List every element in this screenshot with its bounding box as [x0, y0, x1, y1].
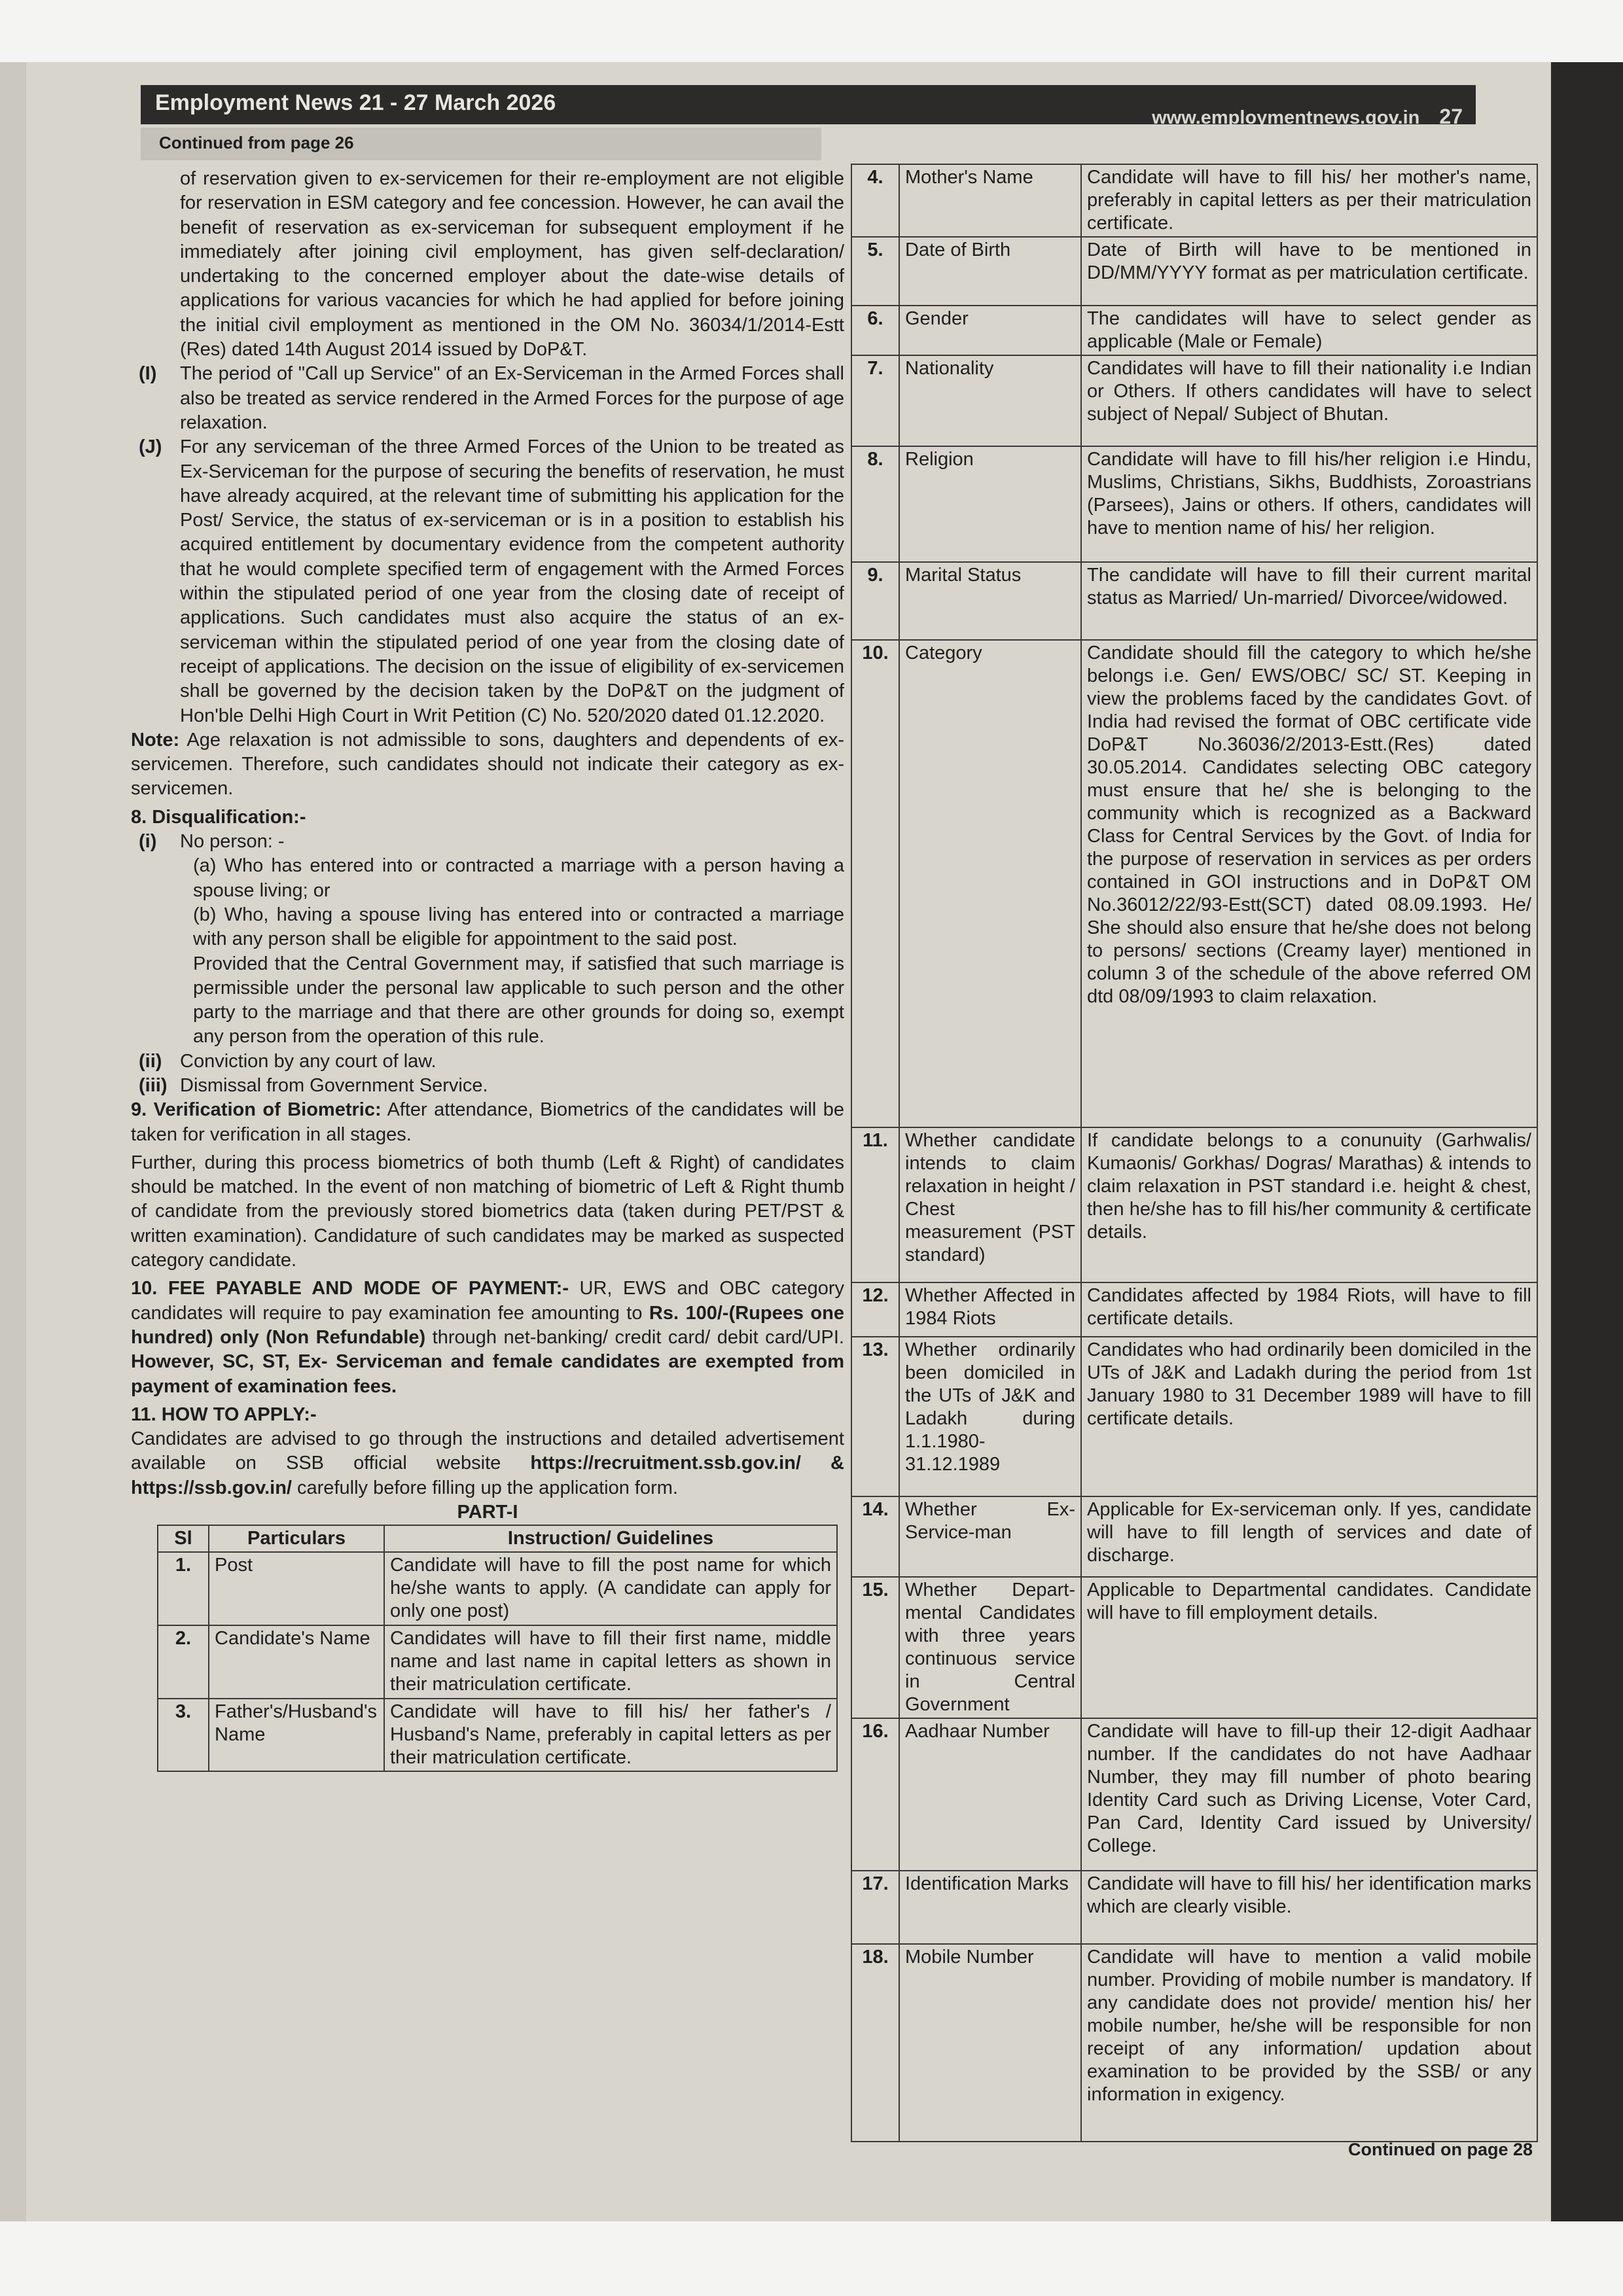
table-row: [851, 164, 1537, 237]
table-row: [851, 1496, 1537, 1577]
fee-text: UR, EWS and OBC category candidates will require to pay examination fee amounting to: [131, 1278, 844, 1324]
clause-label: (I): [139, 363, 157, 385]
row-particular: Mother's Name: [899, 164, 1081, 237]
adjacent-page-edge: [0, 62, 26, 2221]
section-heading-fee: 10. FEE PAYABLE AND MODE OF PAYMENT:-: [131, 1278, 569, 1299]
row-instruction: Candidate will have to fill his/ her father's / Husband's Name, preferably in capital letters as per their matriculation certificate.: [384, 1699, 837, 1771]
section-heading-how-to-apply: 11. HOW TO APPLY:-: [131, 1404, 317, 1425]
apply-text-2: carefully before filling up the application form.: [291, 1477, 678, 1498]
table-row: [851, 1127, 1537, 1282]
part-title: PART-I: [457, 1502, 518, 1523]
row-number: 6.: [851, 306, 899, 355]
header-particulars: Particulars: [209, 1525, 384, 1552]
row-instruction: Candidates will have to fill their nationality i.e Indian or Others. If others candidates will have to select subject of Nepal/ Subject of Bhutan.: [1081, 355, 1537, 446]
row-particular: Whether ordinarily been domiciled in the UTs of J&K and Ladakh during 1.1.1980-31.12.1989: [899, 1337, 1081, 1496]
row-particular: Father's/Husband's Name: [209, 1699, 384, 1771]
clause-text: For any serviceman of the three Armed Forces of the Union to be treated as Ex-Serviceman for the purpose of securing the benefits of reservation, he must have already acquired, at the relevant time of submitting his application for the Post/ Service, the status of ex-serviceman or is in a position to establish his acquired entitlement by documentary evidence from the competent authority that he would complete specified term of engagement with the Armed Forces within the stipulated period of one year from the closing date of receipt of applications. Such candidates must also acquire the status of an ex-serviceman within the stipulated period of one year from the closing date of receipt of applications. The decision on the issue of eligibility of ex-servicemen shall be governed by the decision taken by the DoP&T on the judgment of Hon'ble Delhi High Court in Writ Petition (C) No. 520/2020 dated 01.12.2020.: [180, 436, 844, 726]
row-instruction: Applicable to Departmental candidates. Candidate will have to fill employment details.: [1081, 1577, 1537, 1718]
table-row: [158, 1625, 837, 1699]
table-row: [851, 1944, 1537, 2142]
row-number: 7.: [851, 355, 899, 446]
row-instruction: The candidate will have to fill their current marital status as Married/ Un-married/ Divorcee/widowed.: [1081, 562, 1537, 640]
row-instruction: The candidates will have to select gender as applicable (Male or Female): [1081, 306, 1537, 355]
row-particular: Religion: [899, 446, 1081, 562]
row-number: 5.: [851, 237, 899, 306]
apply-text-1: Candidates are advised to go through the instructions and detailed advertisement available on SSB official website: [131, 1428, 844, 1474]
row-particular: Whether candidate intends to claim relaxation in height / Chest measurement (PST standard): [899, 1127, 1081, 1282]
row-particular: Whether Affected in 1984 Riots: [899, 1282, 1081, 1337]
row-particular: Post: [209, 1552, 384, 1625]
proviso: Provided that the Central Government may, if satisfied that such marriage is permissible under the personal law applicable to such person and the other party to the marriage and that there are other grounds for doing so, exempt any person from the operation of this rule.: [193, 953, 844, 1048]
part1-table: [157, 1525, 838, 1772]
biometric-section: [131, 1098, 844, 1147]
fee-exemption: However, SC, ST, Ex- Serviceman and female candidates are exempted from payment of examination fees.: [131, 1351, 844, 1397]
row-particular: Gender: [899, 306, 1081, 355]
clause-text: Conviction by any court of law.: [180, 1050, 437, 1072]
masthead-bar: [141, 85, 1476, 128]
biometric-further: Further, during this process biometrics of both thumb (Left & Right) of candidates should be matched. In the event of non matching of biometric of Left & Right thumb of candidate from the previously stored biometrics data (taken during PET/PST & written examination). Candidature of such candidates may be marked as suspected category candidate.: [131, 1152, 844, 1271]
table-row: [158, 1552, 837, 1625]
row-number: 16.: [851, 1718, 899, 1871]
clause-text: The period of "Call up Service" of an Ex-Serviceman in the Armed Forces shall also be treated as service rendered in the Armed Forces for the purpose of age relaxation.: [180, 363, 844, 433]
clause-j: [131, 435, 844, 728]
row-number: 14.: [851, 1496, 899, 1577]
clause-label: (J): [139, 436, 162, 458]
row-particular: Marital Status: [899, 562, 1081, 640]
row-particular: Mobile Number: [899, 1944, 1081, 2142]
row-particular: Nationality: [899, 355, 1081, 446]
table-row: [851, 446, 1537, 562]
table-header-row: [158, 1525, 837, 1552]
continued-from: Continued from page 26: [141, 128, 821, 160]
row-instruction: Candidate will have to fill his/ her mother's name, preferably in capital letters as per their matriculation certificate.: [1081, 164, 1537, 237]
row-instruction: Candidate will have to fill the post name for which he/she wants to apply. (A candidate can apply for only one post): [384, 1552, 837, 1625]
row-instruction: Candidates who had ordinarily been domiciled in the UTs of J&K and Ladakh during the period from 1st January 1980 to 31 December 1989 will have to fill certificate details.: [1081, 1337, 1537, 1496]
row-particular: Identification Marks: [899, 1871, 1081, 1944]
row-particular: Whether Depart-mental Candidates with three years continuous service in Central Government: [899, 1577, 1081, 1718]
row-instruction: If candidate belongs to a conunuity (Garhwalis/ Kumaonis/ Gorkhas/ Dogras/ Marathas) & intends to claim relaxation in PST standard i.e. height & chest, then he/she has to fill his/her community & certificate details.: [1081, 1127, 1537, 1282]
clause-label: (iii): [139, 1074, 168, 1096]
website: www.employmentnews.gov.in: [1152, 107, 1420, 128]
apply-text: [131, 1427, 844, 1500]
row-instruction: Candidate will have to fill his/ her identification marks which are clearly visible.: [1081, 1871, 1537, 1944]
clause-label: (ii): [139, 1050, 162, 1072]
row-number: 10.: [851, 640, 899, 1127]
left-column: [131, 167, 844, 1772]
row-number: 15.: [851, 1577, 899, 1718]
table-row: [851, 237, 1537, 306]
fee-section: [131, 1277, 844, 1398]
row-number: 9.: [851, 562, 899, 640]
biometric-text: After attendance, Biometrics of the candidates will be taken for verification in all stages.: [131, 1099, 844, 1145]
row-number: 2.: [158, 1625, 209, 1699]
row-particular: Date of Birth: [899, 237, 1081, 306]
paragraph-continued: [131, 167, 844, 362]
row-instruction: Candidate will have to fill-up their 12-digit Aadhaar number. If the candidates do not have Aadhaar Number, they may fill number of photo bearing Identity Card such as Driving License, Voter Card, Pan Card, Identity Card issued by University/ College.: [1081, 1718, 1537, 1871]
row-number: 1.: [158, 1552, 209, 1625]
row-number: 12.: [851, 1282, 899, 1337]
table-row: [851, 1282, 1537, 1337]
table-row: [851, 1871, 1537, 1944]
table-row: [851, 306, 1537, 355]
row-number: 8.: [851, 446, 899, 562]
row-number: 18.: [851, 1944, 899, 2142]
part1-table-continued: [851, 164, 1538, 2142]
row-instruction: Applicable for Ex-serviceman only. If yes, candidate will have to fill length of services and date of discharge.: [1081, 1496, 1537, 1577]
row-number: 17.: [851, 1871, 899, 1944]
note-label: Note:: [131, 729, 180, 751]
row-instruction: Candidate will have to mention a valid mobile number. Providing of mobile number is mandatory. If any candidate does not provide/ mention his/ her mobile number, he/she will be responsible for non receipt of any information/ updation about examination to be provided by the SSB/ or any information in exigency.: [1081, 1944, 1537, 2142]
row-number: 11.: [851, 1127, 899, 1282]
table-row: [851, 1337, 1537, 1496]
row-number: 3.: [158, 1699, 209, 1771]
table-row: [851, 562, 1537, 640]
paragraph-text: of reservation given to ex-servicemen for their re-employment are not eligible for reservation in ESM category and fee concession. However, he can avail the benefit of reservation as ex-serviceman for subsequent employment if he immediately after joining civil employment, has given self-declaration/ undertaking to the concerned employer about the date-wise details of applications for various vacancies for which he had applied for before joining the initial civil employment as mentioned in the OM No. 36034/1/2014-Estt (Res) dated 14th August 2014 issued by DoP&T.: [180, 168, 844, 361]
publication-title: Employment News 21 - 27 March 2026: [155, 90, 556, 115]
header-instruction: Instruction/ Guidelines: [384, 1525, 837, 1552]
background-edge: [1551, 62, 1623, 2221]
row-number: 4.: [851, 164, 899, 237]
section-heading-disqualification: 8. Disqualification:-: [131, 806, 306, 828]
table-row: [851, 1718, 1537, 1871]
continued-on: Continued on page 28: [1348, 2140, 1533, 2159]
row-particular: Candidate's Name: [209, 1625, 384, 1699]
masthead-right: [1152, 105, 1463, 129]
row-instruction: Candidates affected by 1984 Riots, will have to fill certificate details.: [1081, 1282, 1537, 1337]
row-instruction: Candidates will have to fill their first name, middle name and last name in capital letters as shown in their matriculation certificate.: [384, 1625, 837, 1699]
disq-iii: [131, 1074, 844, 1098]
clause-i: [131, 362, 844, 435]
disq-b: (b) Who, having a spouse living has entered into or contracted a marriage with any person shall be eligible for appointment to the said post.: [193, 904, 844, 950]
disq-a: (a) Who has entered into or contracted a marriage with a person having a spouse living; or: [193, 855, 844, 901]
apply-links[interactable]: https://recruitment.ssb.gov.in/ & https://ssb.gov.in/: [131, 1453, 845, 1498]
fee-amount: Rs. 100/-(Rupees one hundred) only (Non Refundable): [131, 1302, 844, 1348]
clause-text: No person: -: [180, 831, 285, 853]
row-particular: Aadhaar Number: [899, 1718, 1081, 1871]
header-sl: Sl: [158, 1525, 209, 1552]
clause-text: Dismissal from Government Service.: [180, 1074, 488, 1096]
table-row: [158, 1699, 837, 1771]
section-heading-biometric: 9. Verification of Biometric:: [131, 1099, 382, 1121]
row-instruction: Candidate will have to fill his/her religion i.e Hindu, Muslims, Christians, Sikhs, Buddhists, Zoroastrians (Parsees), Jains or others. If others, candidates will have to mention name of his/ her religion.: [1081, 446, 1537, 562]
table-row: [851, 355, 1537, 446]
clause-label: (i): [139, 831, 157, 853]
row-particular: Whether Ex-Service-man: [899, 1496, 1081, 1577]
note: [131, 728, 844, 802]
disq-i: [131, 830, 844, 854]
disq-ii: [131, 1050, 844, 1074]
row-particular: Category: [899, 640, 1081, 1127]
fee-text-2: through net-banking/ credit card/ debit card/UPI.: [425, 1326, 844, 1348]
table-row: [851, 1577, 1537, 1718]
table-row: [851, 640, 1537, 1127]
row-instruction: Candidate should fill the category to which he/she belongs i.e. Gen/ EWS/OBC/ SC/ ST. Keeping in view the problems faced by the candidates Govt. of India had revised the format of OBC certificate vide DoP&T No.36036/2/2013-Estt.(Res) dated 30.05.2014. Candidates selecting OBC category must ensure that he/ she is belonging to the community which is recognized as a Backward Class for Central Services by the Govt. of India for the purpose of reservation in services as per orders contained in GOI instructions and in DoP&T OM No.36012/22/93-Estt(SCT) dated 08.09.1993. He/ She should also ensure that he/she does not belong to persons/ sections (Creamy layer) mentioned in column 3 of the schedule of the above referred OM dtd 08/09/1993 to claim relaxation.: [1081, 640, 1537, 1127]
note-text: Age relaxation is not admissible to sons, daughters and dependents of ex-servicemen. Therefore, such candidates should not indicate their category as ex-servicemen.: [131, 729, 844, 800]
row-instruction: Date of Birth will have to be mentioned in DD/MM/YYYY format as per matriculation certificate.: [1081, 237, 1537, 306]
row-number: 13.: [851, 1337, 899, 1496]
page-number: 27: [1439, 105, 1463, 128]
